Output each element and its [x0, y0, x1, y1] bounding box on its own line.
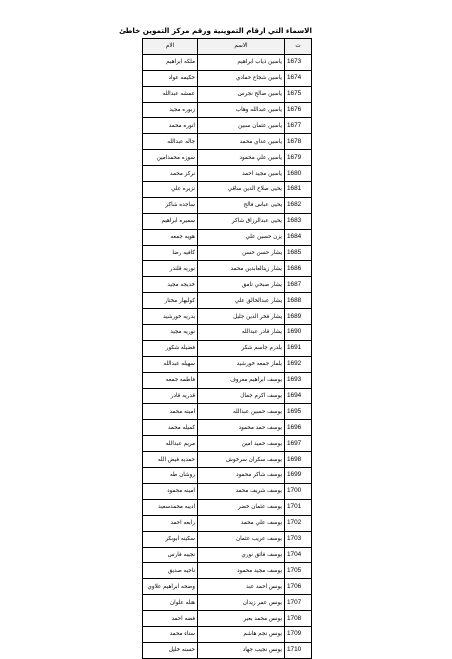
- table-row: [143, 182, 312, 198]
- row-name: يزن حسين علي: [198, 229, 285, 245]
- table-row: [143, 642, 312, 658]
- row-number: 1679: [285, 150, 312, 166]
- row-mother-name: سوزه محمدامين: [143, 150, 198, 166]
- table-row: [143, 436, 312, 452]
- row-number: 1696: [285, 420, 312, 436]
- row-number: 1686: [285, 261, 312, 277]
- row-name: يوسف حميد امين: [198, 436, 285, 452]
- row-mother-name: روشان طه: [143, 468, 198, 484]
- table-row: [143, 134, 312, 150]
- row-name: يوسف اكرم جمال: [198, 388, 285, 404]
- row-mother-name: ساجده شاكر: [143, 197, 198, 213]
- row-number: 1699: [285, 468, 312, 484]
- row-mother-name: هنله علوان: [143, 595, 198, 611]
- row-mother-name: ملكه ابراهيم: [143, 54, 198, 70]
- row-name: يوسف فائق نوري: [198, 547, 285, 563]
- row-mother-name: اديبه محمدسعيد: [143, 499, 198, 515]
- table-row: [143, 166, 312, 182]
- document-title: الاسماء التي ارقام التموينية ورقم مركز التموين خاطئ: [119, 26, 312, 35]
- row-mother-name: نجيبه فارس: [143, 547, 198, 563]
- table-row: [143, 356, 312, 372]
- header-number: ت: [285, 39, 312, 55]
- row-name: يوسف شريف محمد: [198, 483, 285, 499]
- row-name: يوسف علي محمد: [198, 515, 285, 531]
- row-name: يحيى صلاح الدين ساقي: [198, 182, 285, 198]
- row-mother-name: امينه محمود: [143, 483, 198, 499]
- row-number: 1685: [285, 245, 312, 261]
- row-mother-name: انوره محمد: [143, 118, 198, 134]
- row-name: يوسف عريب عثمان: [198, 531, 285, 547]
- row-mother-name: سميره ابراهيم: [143, 213, 198, 229]
- row-name: ياسين عثمان سبين: [198, 118, 285, 134]
- row-name: يوسف ابراهيم معروف: [198, 372, 285, 388]
- table-row: [143, 452, 312, 468]
- table-row: [143, 388, 312, 404]
- table-body: [143, 54, 312, 658]
- row-name: يونس عمر زيدان: [198, 595, 285, 611]
- row-mother-name: نوريه قلندر: [143, 261, 198, 277]
- header-name: الاسم: [198, 39, 285, 55]
- row-name: يشار صبحي نامق: [198, 277, 285, 293]
- row-name: يوسف حمد محمود: [198, 420, 285, 436]
- row-number: 1693: [285, 372, 312, 388]
- row-name: يشار قادر عبدالله: [198, 325, 285, 341]
- row-mother-name: فاطمه جمعه: [143, 372, 198, 388]
- row-number: 1695: [285, 404, 312, 420]
- row-mother-name: فضه احمد: [143, 611, 198, 627]
- row-number: 1681: [285, 182, 312, 198]
- row-number: 1703: [285, 531, 312, 547]
- row-name: يوسف سكران سرخوش: [198, 452, 285, 468]
- table-header-row: [143, 39, 312, 55]
- row-number: 1706: [285, 579, 312, 595]
- table-row: [143, 229, 312, 245]
- row-number: 1708: [285, 611, 312, 627]
- table-row: [143, 563, 312, 579]
- table-row: [143, 309, 312, 325]
- row-mother-name: وضحه ابراهيم علاوي: [143, 579, 198, 595]
- row-mother-name: قدريه قادر: [143, 388, 198, 404]
- row-name: يوسف شاكر محمود: [198, 468, 285, 484]
- row-mother-name: نوريه مجيد: [143, 325, 198, 341]
- row-name: يشار عبدالخالق علي: [198, 293, 285, 309]
- row-mother-name: سكينه ابوبكر: [143, 531, 198, 547]
- row-number: 1701: [285, 499, 312, 515]
- row-number: 1683: [285, 213, 312, 229]
- row-name: ياسين ذياب ابراهيم: [198, 54, 285, 70]
- row-mother-name: رابعه احمد: [143, 515, 198, 531]
- table-row: [143, 70, 312, 86]
- row-mother-name: فضيله شكور: [143, 340, 198, 356]
- row-number: 1704: [285, 547, 312, 563]
- row-mother-name: كافيه رضا: [143, 245, 198, 261]
- row-mother-name: امينه محمد: [143, 404, 198, 420]
- row-number: 1698: [285, 452, 312, 468]
- table-row: [143, 531, 312, 547]
- table-row: [143, 325, 312, 341]
- row-name: يشار فخر الدين جليل: [198, 309, 285, 325]
- row-name: يشار زينالعابدين محمد: [198, 261, 285, 277]
- row-mother-name: خديجه مجيد: [143, 277, 198, 293]
- row-number: 1705: [285, 563, 312, 579]
- row-name: يشار حسن حسن: [198, 245, 285, 261]
- row-number: 1673: [285, 54, 312, 70]
- row-mother-name: سهيله عبدالله: [143, 356, 198, 372]
- table-row: [143, 340, 312, 356]
- row-mother-name: نركز محمد: [143, 166, 198, 182]
- row-mother-name: هويه جمعه: [143, 229, 198, 245]
- row-name: يوسف مجيد محمود: [198, 563, 285, 579]
- row-name: يوسف عثمان خضر: [198, 499, 285, 515]
- header-mother: الام: [143, 39, 198, 55]
- row-number: 1691: [285, 340, 312, 356]
- table-row: [143, 102, 312, 118]
- table-row: [143, 277, 312, 293]
- row-number: 1709: [285, 626, 312, 642]
- row-number: 1690: [285, 325, 312, 341]
- row-mother-name: جاله عبدالله: [143, 134, 198, 150]
- row-mother-name: حمديه فيض الله: [143, 452, 198, 468]
- table-row: [143, 86, 312, 102]
- row-number: 1692: [285, 356, 312, 372]
- row-number: 1674: [285, 70, 312, 86]
- row-number: 1697: [285, 436, 312, 452]
- row-number: 1675: [285, 86, 312, 102]
- row-mother-name: حسنه خليل: [143, 642, 198, 658]
- table-row: [143, 245, 312, 261]
- row-number: 1676: [285, 102, 312, 118]
- table-row: [143, 54, 312, 70]
- row-number: 1700: [285, 483, 312, 499]
- row-name: يونس احمد عبد: [198, 579, 285, 595]
- roster-table: [142, 38, 312, 659]
- table-row: [143, 483, 312, 499]
- row-name: ياسين علي محمود: [198, 150, 285, 166]
- row-name: ياسين شجاع حمادي: [198, 70, 285, 86]
- row-number: 1710: [285, 642, 312, 658]
- row-name: يحيى عبدالرزاق شاكر: [198, 213, 285, 229]
- row-name: ياسين صالح نجرس: [198, 86, 285, 102]
- row-name: يونس نجم هاشم: [198, 626, 285, 642]
- table-row: [143, 611, 312, 627]
- row-mother-name: ناجيه صديق: [143, 563, 198, 579]
- table-row: [143, 197, 312, 213]
- row-number: 1678: [285, 134, 312, 150]
- row-number: 1682: [285, 197, 312, 213]
- table-row: [143, 515, 312, 531]
- row-name: يلدرم جاسم شكر: [198, 340, 285, 356]
- row-name: ياسين مجيد احمد: [198, 166, 285, 182]
- table-row: [143, 547, 312, 563]
- table-row: [143, 261, 312, 277]
- table-row: [143, 420, 312, 436]
- row-number: 1677: [285, 118, 312, 134]
- table-row: [143, 118, 312, 134]
- row-number: 1688: [285, 293, 312, 309]
- row-mother-name: زبوره مجيد: [143, 102, 198, 118]
- row-mother-name: سناء محمد: [143, 626, 198, 642]
- row-mother-name: نزيره علي: [143, 182, 198, 198]
- row-number: 1694: [285, 388, 312, 404]
- row-number: 1702: [285, 515, 312, 531]
- table-row: [143, 293, 312, 309]
- row-number: 1707: [285, 595, 312, 611]
- table-row: [143, 213, 312, 229]
- row-name: يحيى عباس فالح: [198, 197, 285, 213]
- row-number: 1684: [285, 229, 312, 245]
- row-number: 1689: [285, 309, 312, 325]
- table-row: [143, 468, 312, 484]
- row-mother-name: كولبهار مختار: [143, 293, 198, 309]
- row-name: يونس نجيب جهاد: [198, 642, 285, 658]
- row-mother-name: حكيمه عواد: [143, 70, 198, 86]
- table-row: [143, 595, 312, 611]
- table-row: [143, 499, 312, 515]
- row-name: يلماز جمعه خورشيد: [198, 356, 285, 372]
- row-name: ياسين عداي محمد: [198, 134, 285, 150]
- row-mother-name: بدريه خورشيد: [143, 309, 198, 325]
- row-mother-name: عمشه عبدالله: [143, 86, 198, 102]
- row-name: ياسين عبدالله وهاب: [198, 102, 285, 118]
- table-row: [143, 579, 312, 595]
- row-number: 1687: [285, 277, 312, 293]
- row-name: يوسف حسين عبدالله: [198, 404, 285, 420]
- table-row: [143, 372, 312, 388]
- row-mother-name: مريم عبدالله: [143, 436, 198, 452]
- row-number: 1680: [285, 166, 312, 182]
- table-row: [143, 404, 312, 420]
- row-mother-name: كميله محمد: [143, 420, 198, 436]
- row-name: يونس محمد بعير: [198, 611, 285, 627]
- table-row: [143, 150, 312, 166]
